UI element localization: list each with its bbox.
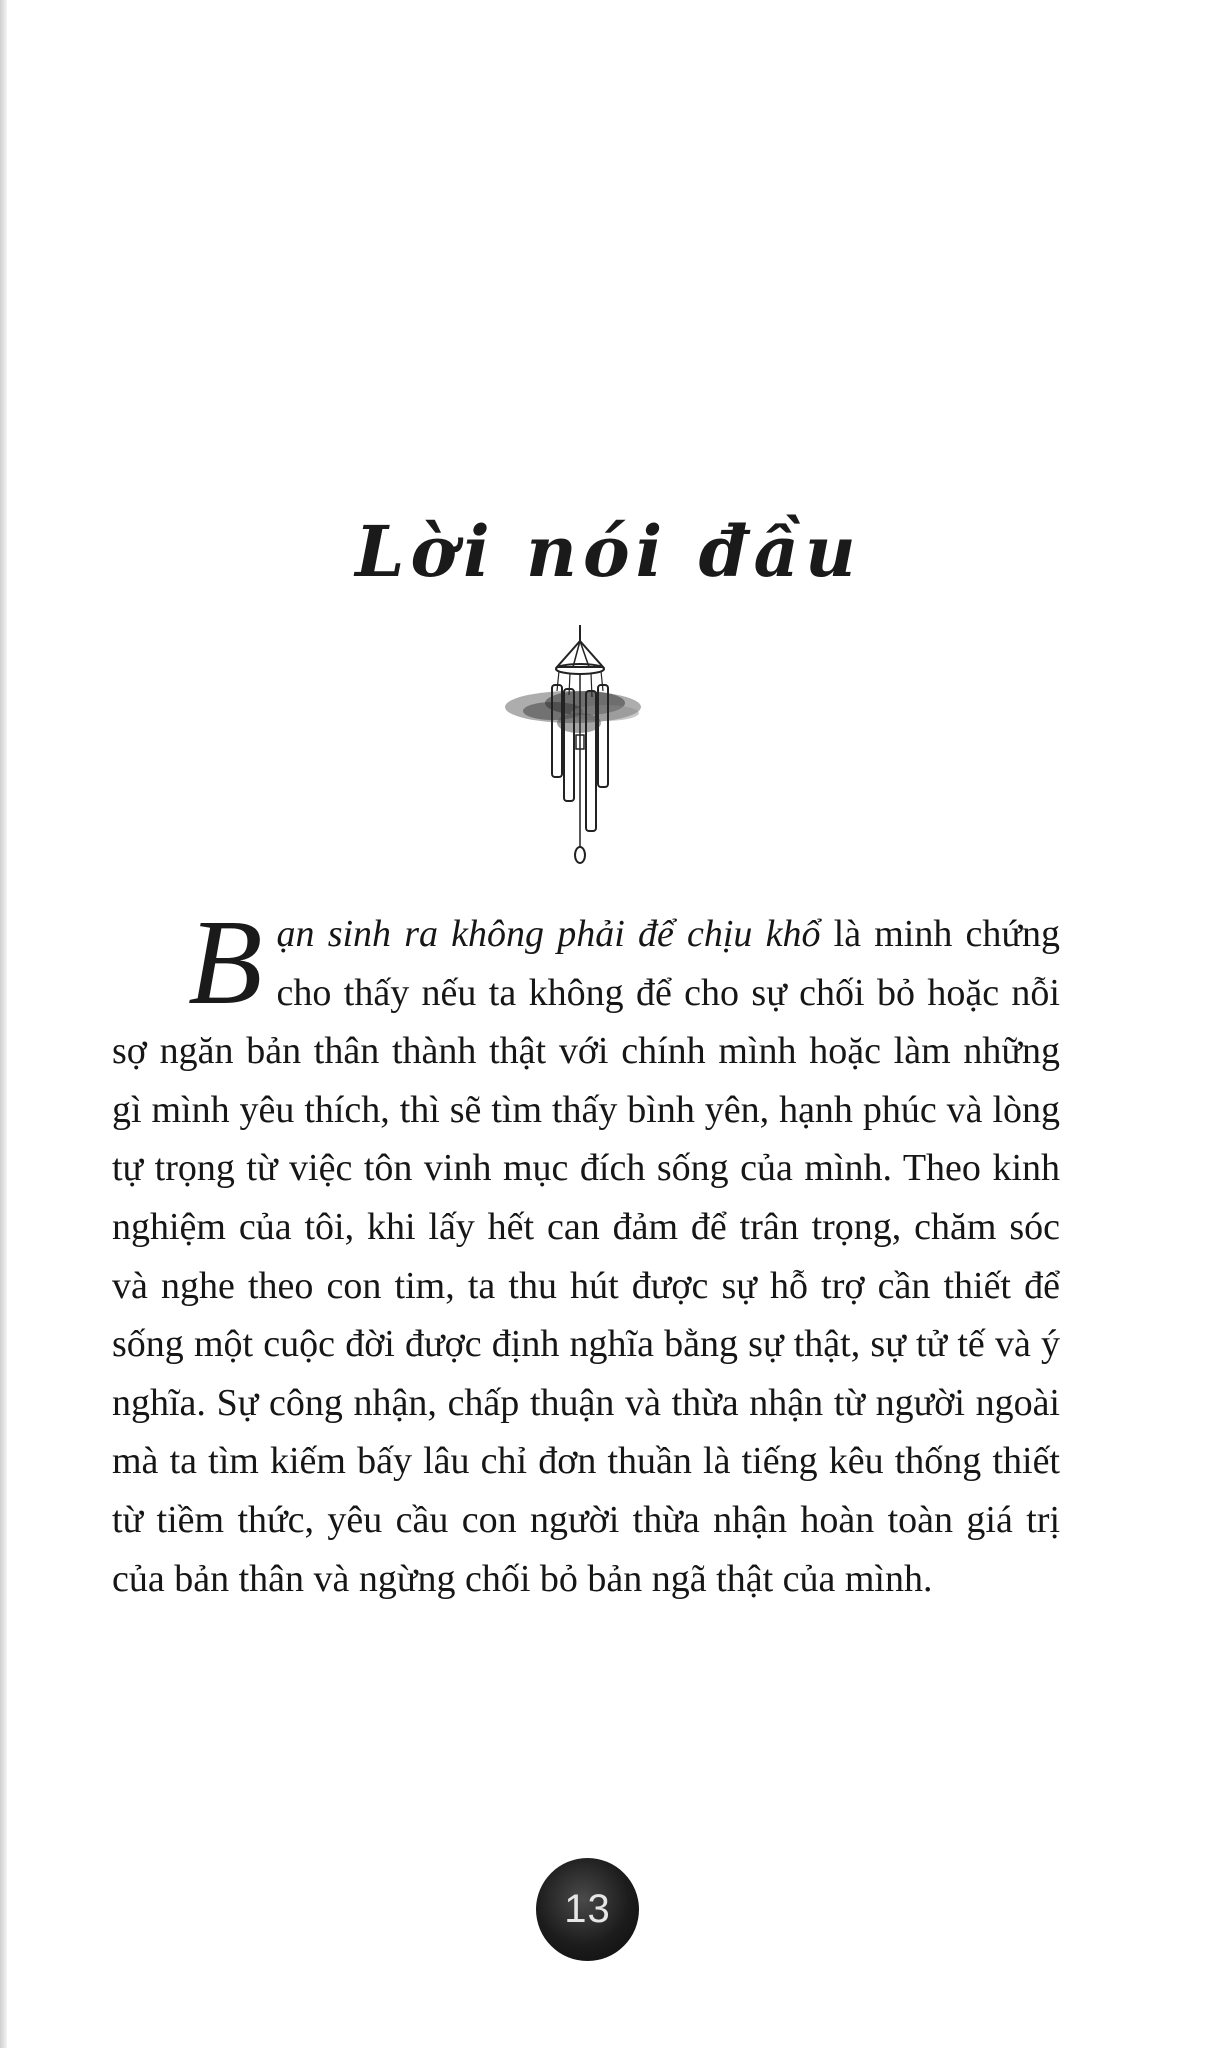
lead-italic-phrase: ạn sinh ra không phải để chịu khổ [276,913,821,955]
chapter-title: Lời nói đầu [355,509,862,593]
page-edge [0,0,7,2048]
wind-chime-icon [495,615,665,865]
page-number-badge [536,1858,639,1961]
page-number: 13 [564,1887,611,1931]
paragraph-body: là minh chứng cho thấy nếu ta không để cho sự chối bỏ hoặc nỗi sợ ngăn bản thân thành thật với chính mình hoặc làm những gì mình yêu thích, thì sẽ tìm thấy bình yên, hạnh phúc và lòng tự trọng từ việc tôn vinh mục đích sống của mình. Theo kinh nghiệm của tôi, khi lấy hết can đảm để trân trọng, chăm sóc và nghe theo con tim, ta thu hút được sự hỗ trợ cần thiết để sống một cuộc đời được định nghĩa bằng sự thật, sự tử tế và ý nghĩa. Sự công nhận, chấp thuận và thừa nhận từ người ngoài mà ta tìm kiếm bấy lâu chỉ đơn thuần là tiếng kêu thống thiết từ tiềm thức, yêu cầu con người thừa nhận hoàn toàn giá trị của bản thân và ngừng chối bỏ bản ngã thật của mình. [112,913,1060,1600]
drop-cap: B [188,895,263,1030]
intro-paragraph [112,895,1060,1608]
